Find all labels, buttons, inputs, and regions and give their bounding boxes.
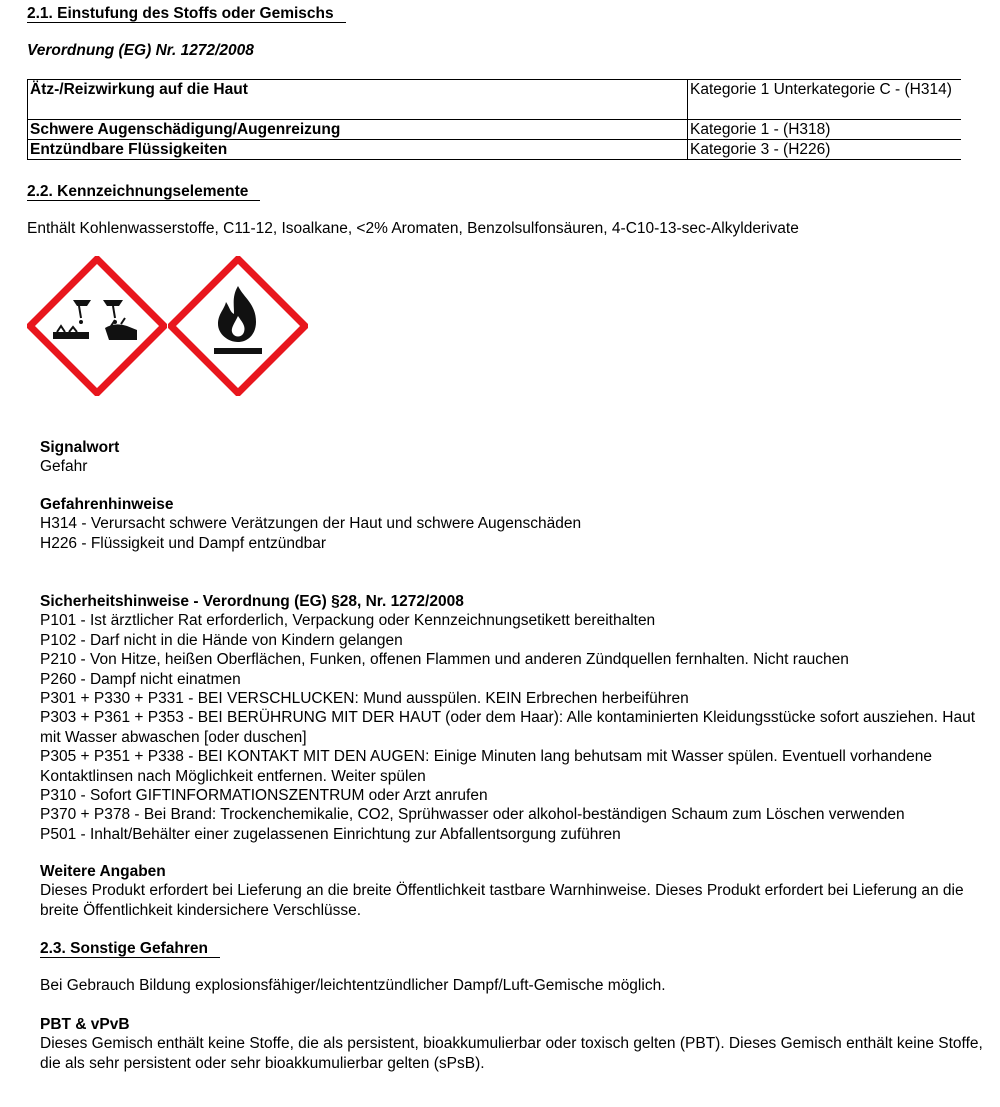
precaution-statement: P501 - Inhalt/Behälter einer zugelassenen Einrichtung zur Abfallentsorgung zuführen [40,825,621,843]
precaution-statements-label: Sicherheitshinweise - Verordnung (EG) §28, Nr. 1272/2008 [40,593,464,610]
pbt-label: PBT & vPvB [40,1016,130,1033]
classification-table [27,79,961,160]
precaution-statement: P301 + P330 + P331 - BEI VERSCHLUCKEN: Mund ausspülen. KEIN Erbrechen herbeiführen [40,690,689,708]
table-row [28,80,962,120]
further-info-block [40,862,985,920]
pbt-text: Dieses Gemisch enthält keine Stoffe, die als persistent, bioakkumulierbar oder toxisch gelten (PBT). Dieses Gemisch enthält keine Stoffe, die als sehr persistent oder sehr bioakkumulierbar gelten (sPsB). [40,1035,983,1072]
section-2-3-heading: 2.3. Sonstige Gefahren [40,939,220,958]
precaution-statement: P210 - Von Hitze, heißen Oberflächen, Funken, offenen Flammen und anderen Zündquellen fernhalten. Nicht rauchen [40,651,849,669]
other-hazards-text: Bei Gebrauch Bildung explosionsfähiger/leichtentzündlicher Dampf/Luft-Gemische möglich. [40,977,666,994]
corrosion-pictogram-icon [27,256,167,396]
contains-statement: Enthält Kohlenwasserstoffe, C11-12, Isoalkane, <2% Aromaten, Benzolsulfonsäuren, 4-C10-13-sec-Alkylderivate [27,220,799,237]
precaution-statement: P305 + P351 + P338 - BEI KONTAKT MIT DEN AUGEN: Einige Minuten lang behutsam mit Wasser spülen. Eventuell vorhandene Kontaktlinsen nach Möglichkeit entfernen. Weiter spülen [40,748,932,785]
precaution-statement: P303 + P361 + P353 - BEI BERÜHRUNG MIT DER HAUT (oder dem Haar): Alle kontaminierten Kleidungsstücke sofort ausziehen. Haut mit Wasser abwaschen [oder duschen] [40,709,976,746]
section-2-1-heading: 2.1. Einstufung des Stoffs oder Gemischs [27,4,346,23]
pbt-block [40,1015,985,1073]
signal-word-block [40,438,985,477]
hazard-class-cell: Entzündbare Flüssigkeiten [28,140,688,160]
signal-word-value: Gefahr [40,458,88,476]
hazard-statements-label: Gefahrenhinweise [40,496,174,513]
table-row [28,120,962,140]
table-row [28,140,962,160]
precaution-statements-block [40,592,985,844]
precaution-statement: P370 + P378 - Bei Brand: Trockenchemikalie, CO2, Sprühwasser oder alkohol-beständigen Schaum zum Löschen verwenden [40,806,905,824]
further-info-label: Weitere Angaben [40,863,166,880]
further-info-text: Dieses Produkt erfordert bei Lieferung an die breite Öffentlichkeit tastbare Warnhinweise. Dieses Produkt erfordert bei Lieferung an die breite Öffentlichkeit kindersichere Verschlüsse. [40,882,964,919]
hazard-class-cell: Ätz-/Reizwirkung auf die Haut [28,80,688,120]
hazard-class-cell: Schwere Augenschädigung/Augenreizung [28,120,688,140]
flame-pictogram-icon [168,256,308,396]
hazard-statement: H226 - Flüssigkeit und Dampf entzündbar [40,534,327,552]
regulation-label: Verordnung (EG) Nr. 1272/2008 [27,42,254,59]
signal-word-label: Signalwort [40,439,120,456]
precaution-statement: P260 - Dampf nicht einatmen [40,670,241,688]
precaution-statement: P101 - Ist ärztlicher Rat erforderlich, Verpackung oder Kennzeichnungsetikett bereithalten [40,612,656,630]
hazard-statements-block [40,495,985,553]
category-cell: Kategorie 3 - (H226) [688,140,962,160]
category-cell: Kategorie 1 Unterkategorie C - (H314) [688,80,962,120]
hazard-statement: H314 - Verursacht schwere Verätzungen der Haut und schwere Augenschäden [40,515,582,533]
precaution-statement: P310 - Sofort GIFTINFORMATIONSZENTRUM oder Arzt anrufen [40,787,488,805]
section-2-2-heading: 2.2. Kennzeichnungselemente [27,182,260,201]
precaution-statement: P102 - Darf nicht in die Hände von Kindern gelangen [40,631,403,649]
category-cell: Kategorie 1 - (H318) [688,120,962,140]
